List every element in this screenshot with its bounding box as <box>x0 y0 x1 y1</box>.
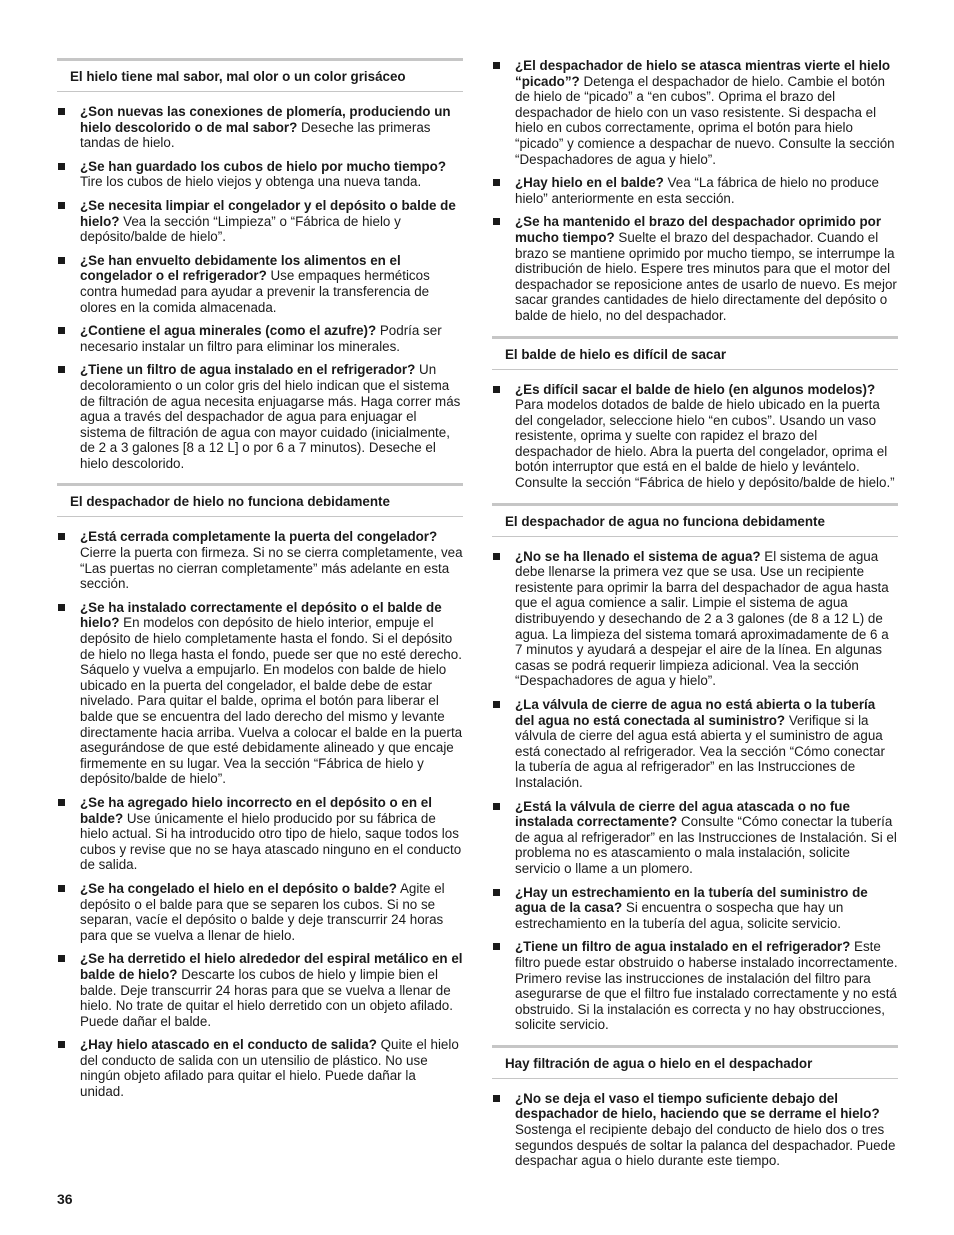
section-dispenser-leak <box>492 1045 898 1169</box>
section-heading: El despachador de hielo no funciona debidamente <box>57 483 463 517</box>
bullet-square-icon <box>57 159 80 190</box>
list-item: ¿Se ha congelado el hielo en el depósito o balde? Agite el depósito o el balde para que se separen los cubos. Si no se separan, vacíe el depósito o balde y deje transcurrir 24 horas para que se vuelva a llenar de hielo. <box>57 881 463 943</box>
bullet-square-icon <box>57 253 80 315</box>
list-item: ¿Se han envuelto debidamente los alimentos en el congelador o el refrigerador? Use empaques herméticos contra humedad para ayudar a prevenir la transferencia de olores en la comida almacenada. <box>57 253 463 315</box>
list-item: ¿Se ha agregado hielo incorrecto en el depósito o en el balde? Use únicamente el hielo producido por su fábrica de hielo actual. Si ha introducido otro tipo de hielo, saque todos los cubos y revise que no se haya atascado ninguno en el conducto de salida. <box>57 795 463 873</box>
section-heading: El balde de hielo es difícil de sacar <box>492 336 898 370</box>
list-item: ¿Se necesita limpiar el congelador y el depósito o balde de hielo? Vea la sección “Limpieza” o “Fábrica de hielo y depósito/balde de hielo”. <box>57 198 463 245</box>
list-item: ¿Es difícil sacar el balde de hielo (en algunos modelos)? Para modelos dotados de balde de hielo ubicado en la puerta del congelador, seleccione hielo “en cubos”. Usando un vaso resistente, oprima y suelte con rapidez el brazo del despachador de hielo. Abra la puerta del congelador, oprima el botón interruptor que está en el balde de hielo y levántelo. Consulte la sección “Fábrica de hielo y depósito/balde de hielo.” <box>492 382 898 491</box>
list-item: ¿La válvula de cierre de agua no está abierta o la tubería del agua no está conectada al suministro? Verifique si la válvula de cierre del agua está abierta y el suministro de agua está conectado al refrigerador. Vea la sección “Cómo conectar la tubería de agua al refrigerador” en las Instrucciones de Instalación. <box>492 697 898 791</box>
section-water-dispenser <box>492 503 898 1033</box>
bullet-square-icon <box>492 697 515 791</box>
bullet-square-icon <box>492 885 515 932</box>
bullet-square-icon <box>57 529 80 591</box>
bullet-square-icon <box>57 323 80 354</box>
bullet-square-icon <box>57 1037 80 1099</box>
section-bad-ice-taste <box>57 58 463 471</box>
list-item: ¿Se ha mantenido el brazo del despachador oprimido por mucho tiempo? Suelte el brazo del despachador. Cuando el brazo se mantiene oprimido por mucho tiempo, se interrumpe la distribución de hielo. Espere tres minutos para que el motor del despachador se reposicione antes de usarlo de nuevo. Es mejor sacar grandes cantidades de hielo directamente del depósito o balde de hielo, no del despachador. <box>492 214 898 323</box>
list-item: ¿No se ha llenado el sistema de agua? El sistema de agua debe llenarse la primera vez que se usa. Use un recipiente resistente para oprimir la barra del despachador de agua hasta que el agua comience a salir. Limpie el sistema de agua distribuyendo y desechando de 2 a 3 galones (de 8 a 12 L) de agua. La limpieza del sistema tomará aproximadamente de 6 a 7 minutos y ayudará a despejar el aire de la línea. En algunas casas se podrá requerir limpieza adicional. Vea la sección “Despachadores de agua y hielo”. <box>492 549 898 689</box>
bullet-square-icon <box>57 600 80 787</box>
list-item: ¿Tiene un filtro de agua instalado en el refrigerador? Un decoloramiento o un color gris del hielo indican que el sistema de filtración de agua necesita enjuagarse más. Haga correr más agua a través del despachador de agua para enjuagar el sistema de filtración de agua con mayor cuidado (inicialmente, de 2 a 3 galones [8 a 12 L] o por 6 a 7 minutos). Deseche el hielo descolorido. <box>57 362 463 471</box>
bullet-square-icon <box>492 214 515 323</box>
list-item: ¿Hay hielo atascado en el conducto de salida? Quite el hielo del conducto de salida con un utensilio de plástico. No use ningún objeto afilado para quitar el hielo. Puede dañar la unidad. <box>57 1037 463 1099</box>
bullet-square-icon <box>492 1091 515 1169</box>
bullet-square-icon <box>492 58 515 167</box>
list-item: ¿Hay hielo en el balde? Vea “La fábrica de hielo no produce hielo” anteriormente en esta sección. <box>492 175 898 206</box>
left-column <box>57 58 463 1112</box>
bullet-square-icon <box>57 951 80 1029</box>
list-item: ¿No se deja el vaso el tiempo suficiente debajo del despachador de hielo, haciendo que se derrame el hielo? Sostenga el recipiente debajo del conducto de hielo dos o tres segundos después de soltar la palanca del despachador. Puede despachar agua o hielo durante este tiempo. <box>492 1091 898 1169</box>
list-item: ¿Se han guardado los cubos de hielo por mucho tiempo? Tire los cubos de hielo viejos y obtenga una nueva tanda. <box>57 159 463 190</box>
list-item: ¿Tiene un filtro de agua instalado en el refrigerador? Este filtro puede estar obstruido o haberse instalado incorrectamente. Primero revise las instrucciones de instalación del filtro para asegurarse de que el filtro fue instalado correctamente y no está obstruido. Si la instalación es correcta y no hay obstrucciones, solicite servicio. <box>492 939 898 1033</box>
list-item: ¿El despachador de hielo se atasca mientras vierte el hielo “picado”? Detenga el despachador de hielo. Cambie el botón de hielo de “picado” a “en cubos”. Oprima el brazo del despachador de hielo con un vaso resistente. Si despacha el hielo en cubos correctamente, oprima el botón para hielo “picado” y comience a despachar de nuevo. Consulte la sección “Despachadores de agua y hielo”. <box>492 58 898 167</box>
bullet-square-icon <box>57 198 80 245</box>
section-heading: Hay filtración de agua o hielo en el despachador <box>492 1045 898 1079</box>
bullet-square-icon <box>492 175 515 206</box>
page-number: 36 <box>57 1191 73 1207</box>
list-item: ¿Son nuevas las conexiones de plomería, produciendo un hielo descolorido o de mal sabor? Deseche las primeras tandas de hielo. <box>57 104 463 151</box>
bullet-square-icon <box>57 881 80 943</box>
section-heading: El despachador de agua no funciona debidamente <box>492 503 898 537</box>
section-heading: El hielo tiene mal sabor, mal olor o un color grisáceo <box>57 58 463 92</box>
list-item: ¿Está cerrada completamente la puerta del congelador? Cierre la puerta con firmeza. Si no se cierra completamente, vea “Las puertas no cierran completamente” más adelante en esta sección. <box>57 529 463 591</box>
bullet-square-icon <box>492 549 515 689</box>
bullet-square-icon <box>57 362 80 471</box>
section-ice-bin <box>492 336 898 491</box>
list-item: ¿Está la válvula de cierre del agua atascada o no fue instalada correctamente? Consulte “Cómo conectar la tubería de agua al refrigerador” en las Instrucciones de Instalación. Si el problema no es atascamiento o mala instalación, solicite servicio o llame a un plomero. <box>492 799 898 877</box>
bullet-square-icon <box>57 795 80 873</box>
bullet-square-icon <box>57 104 80 151</box>
section-continued <box>492 58 898 324</box>
right-column <box>492 58 898 1181</box>
bullet-square-icon <box>492 939 515 1033</box>
list-item: ¿Hay un estrechamiento en la tubería del suministro de agua de la casa? Si encuentra o sospecha que hay un estrechamiento en la tubería del agua, solicite servicio. <box>492 885 898 932</box>
section-ice-dispenser <box>57 483 463 1099</box>
list-item: ¿Se ha instalado correctamente el depósito o el balde de hielo? En modelos con depósito de hielo interior, empuje el depósito de hielo completamente hasta el fondo. Si el depósito de hielo no llega hasta el fondo, puede ser que no esté derecho. Sáquelo y vuelva a empujarlo. En modelos con balde de hielo ubicado en la puerta del congelador, el balde debe de estar nivelado. Para quitar el balde, oprima el botón para liberar el balde que se encuentra del lado derecho del mismo y levante directamente hacia arriba. Vuelva a colocar el balde en la puerta asegurándose de que esté debidamente alineado y que encaje firmemente en su lugar. Vea la sección “Fábrica de hielo y depósito/balde de hielo”. <box>57 600 463 787</box>
bullet-square-icon <box>492 382 515 491</box>
list-item: ¿Contiene el agua minerales (como el azufre)? Podría ser necesario instalar un filtro para eliminar los minerales. <box>57 323 463 354</box>
list-item: ¿Se ha derretido el hielo alrededor del espiral metálico en el balde de hielo? Descarte los cubos de hielo y limpie bien el balde. Deje transcurrir 24 horas para que se vuelva a llenar de hielo. No trate de quitar el hielo derretido con un objeto afilado. Puede dañar el balde. <box>57 951 463 1029</box>
bullet-square-icon <box>492 799 515 877</box>
